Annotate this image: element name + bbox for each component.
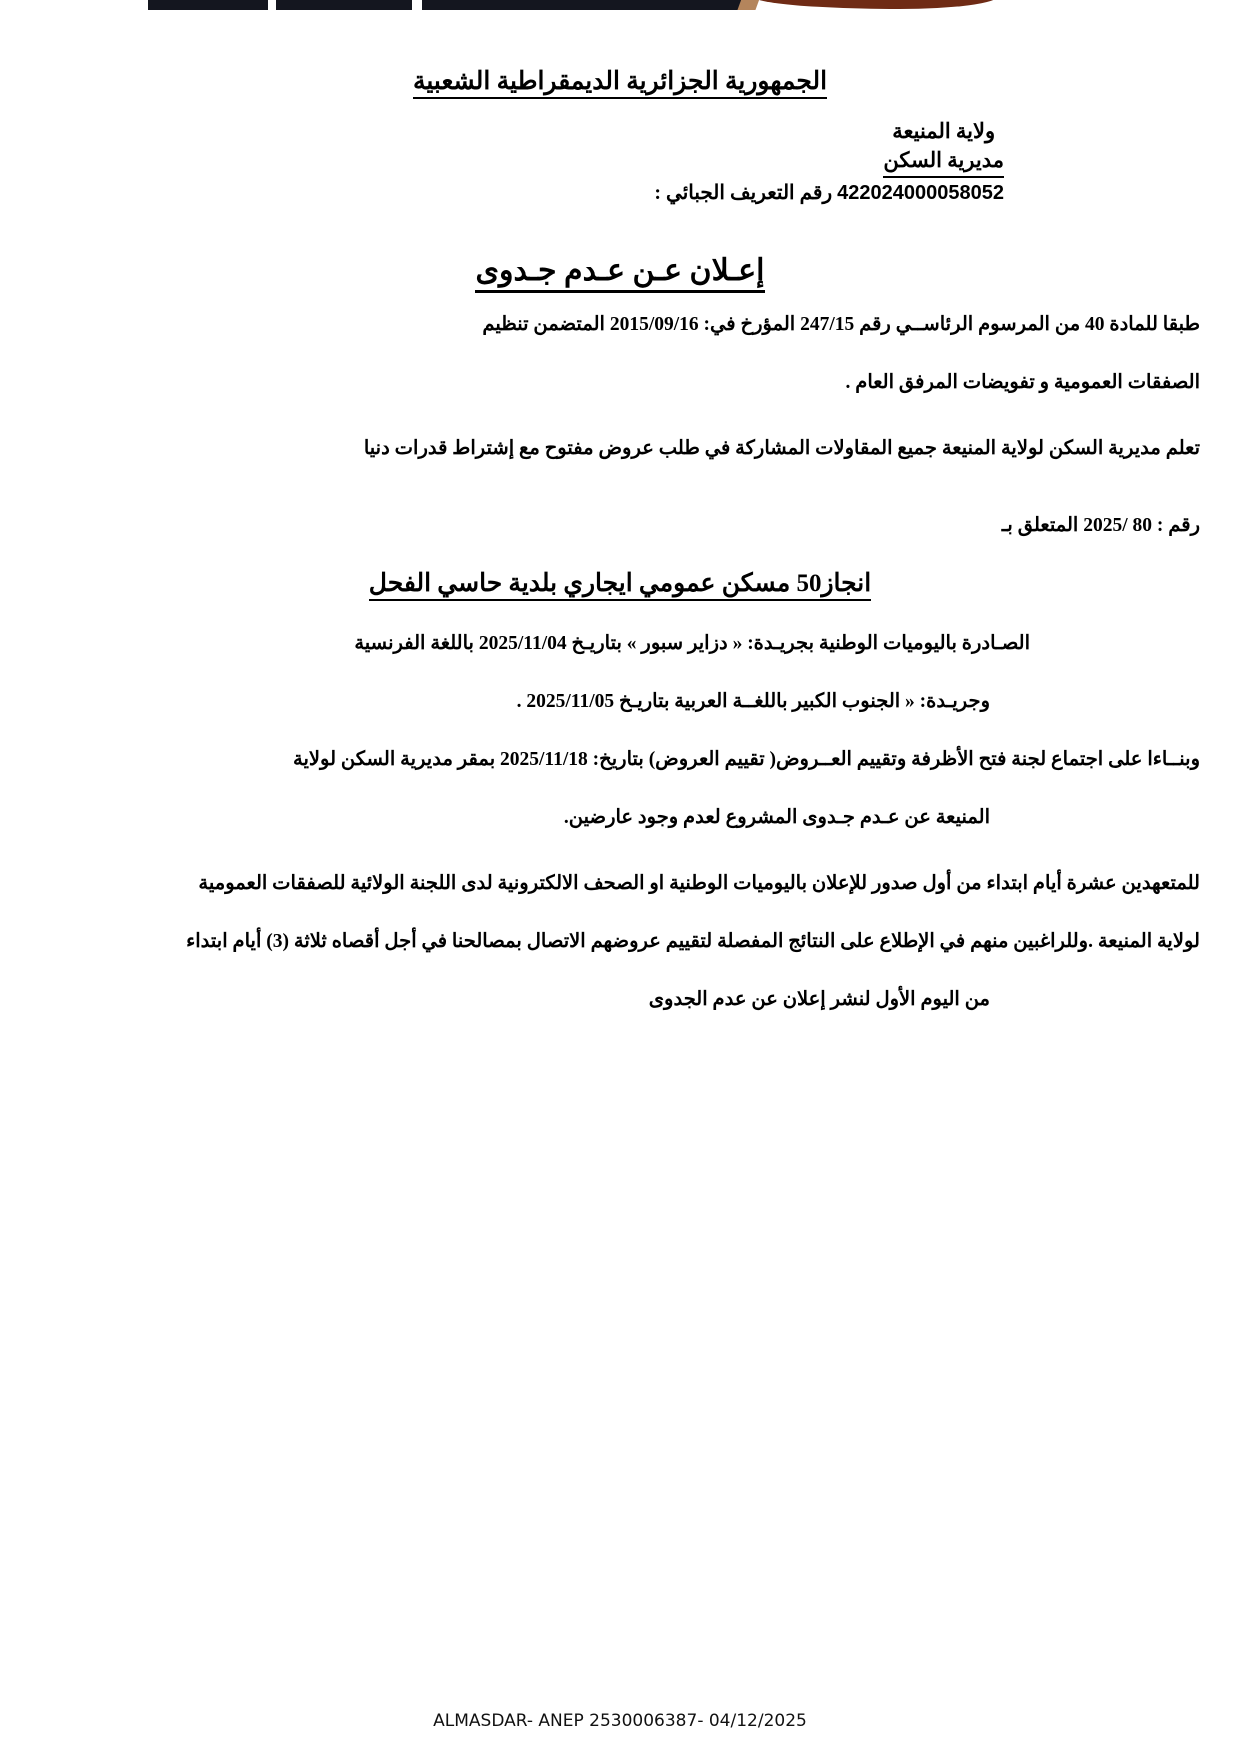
legal-basis-paragraph: طبقا للمادة 40 من المرسوم الرئاســي رقم 247/15 المؤرخ في: 2015/09/16 المتضمن تنظيم bbox=[482, 314, 1200, 335]
tax-id-label: رقم التعريف الجبائي : bbox=[654, 182, 833, 204]
spacer bbox=[40, 962, 1200, 980]
committee-meeting-line: وبنــاءا على اجتماع لجنة فتح الأظرفة وتقييم العــروض( تقييم العروض) بتاريخ: 2025/11/18 بمقر مديرية السكن لولاية bbox=[293, 749, 1200, 771]
tender-number-line: رقم : 80 /2025 المتعلق بـ bbox=[1001, 515, 1200, 537]
organization-block bbox=[883, 118, 1004, 178]
spacer bbox=[40, 722, 1200, 740]
committee-meeting-continuation: المنيعة عن عـدم جـدوى المشروع لعدم وجود عارضين. bbox=[563, 807, 990, 829]
project-title bbox=[40, 568, 1200, 598]
press-publication-line-2: وجريـدة: « الجنوب الكبير باللغــة العربية بتاريـخ 2025/11/05 . bbox=[516, 691, 990, 713]
wilaya-name: ولاية المنيعة bbox=[892, 119, 996, 143]
page-title bbox=[0, 253, 1240, 288]
project-title-text: انجاز50 مسكن عمومي ايجاري بلدية حاسي الفحل bbox=[369, 570, 871, 601]
tax-identification-line bbox=[654, 180, 1004, 205]
announcement-paragraph: تعلم مديرية السكن لولاية المنيعة جميع المقاولات المشاركة في طلب عروض مفتوح مع إشتراط قدرات دنيا bbox=[363, 437, 1200, 459]
spacer bbox=[40, 904, 1200, 922]
appeal-line-2: لولاية المنيعة .وللراغبين منهم في الإطلاع على النتائج المفصلة لتقييم عروضهم الاتصال بمصالحنا في أجل أقصاه ثلاثة (3) أيام ابتداء bbox=[186, 931, 1200, 953]
spacer bbox=[40, 780, 1200, 798]
document-body bbox=[40, 305, 1200, 1020]
spacer bbox=[40, 403, 1200, 429]
legal-basis-continuation: الصفقات العمومية و تفويضات المرفق العام . bbox=[845, 371, 1200, 393]
republic-heading bbox=[0, 66, 1240, 96]
appeal-line-3: من اليوم الأول لنشر إعلان عن عدم الجدوى bbox=[648, 989, 990, 1011]
tax-id-value: 422024000058052 bbox=[837, 182, 1004, 204]
page-title-text: إعـلان عـن عـدم جـدوى bbox=[475, 254, 764, 293]
spacer bbox=[40, 345, 1200, 363]
spacer bbox=[40, 838, 1200, 864]
directorate-name: مديرية السكن bbox=[883, 147, 1004, 177]
press-publication-line-1: الصـادرة باليوميات الوطنية بجريـدة: « دزاير سبور » بتاريـخ 2025/11/04 باللغة الفرنسية bbox=[354, 633, 1030, 655]
footer-reference: ALMASDAR- ANEP 2530006387- 04/12/2025 bbox=[433, 1711, 807, 1731]
spacer bbox=[40, 664, 1200, 682]
appeal-line-1: للمتعهدين عشرة أيام ابتداء من أول صدور للإعلان باليوميات الوطنية او الصحف الالكترونية لدى اللجنة الولائية للصفقات العمومية bbox=[198, 873, 1200, 895]
spacer bbox=[40, 469, 1200, 487]
republic-heading-text: الجمهورية الجزائرية الديمقراطية الشعبية bbox=[413, 68, 827, 99]
